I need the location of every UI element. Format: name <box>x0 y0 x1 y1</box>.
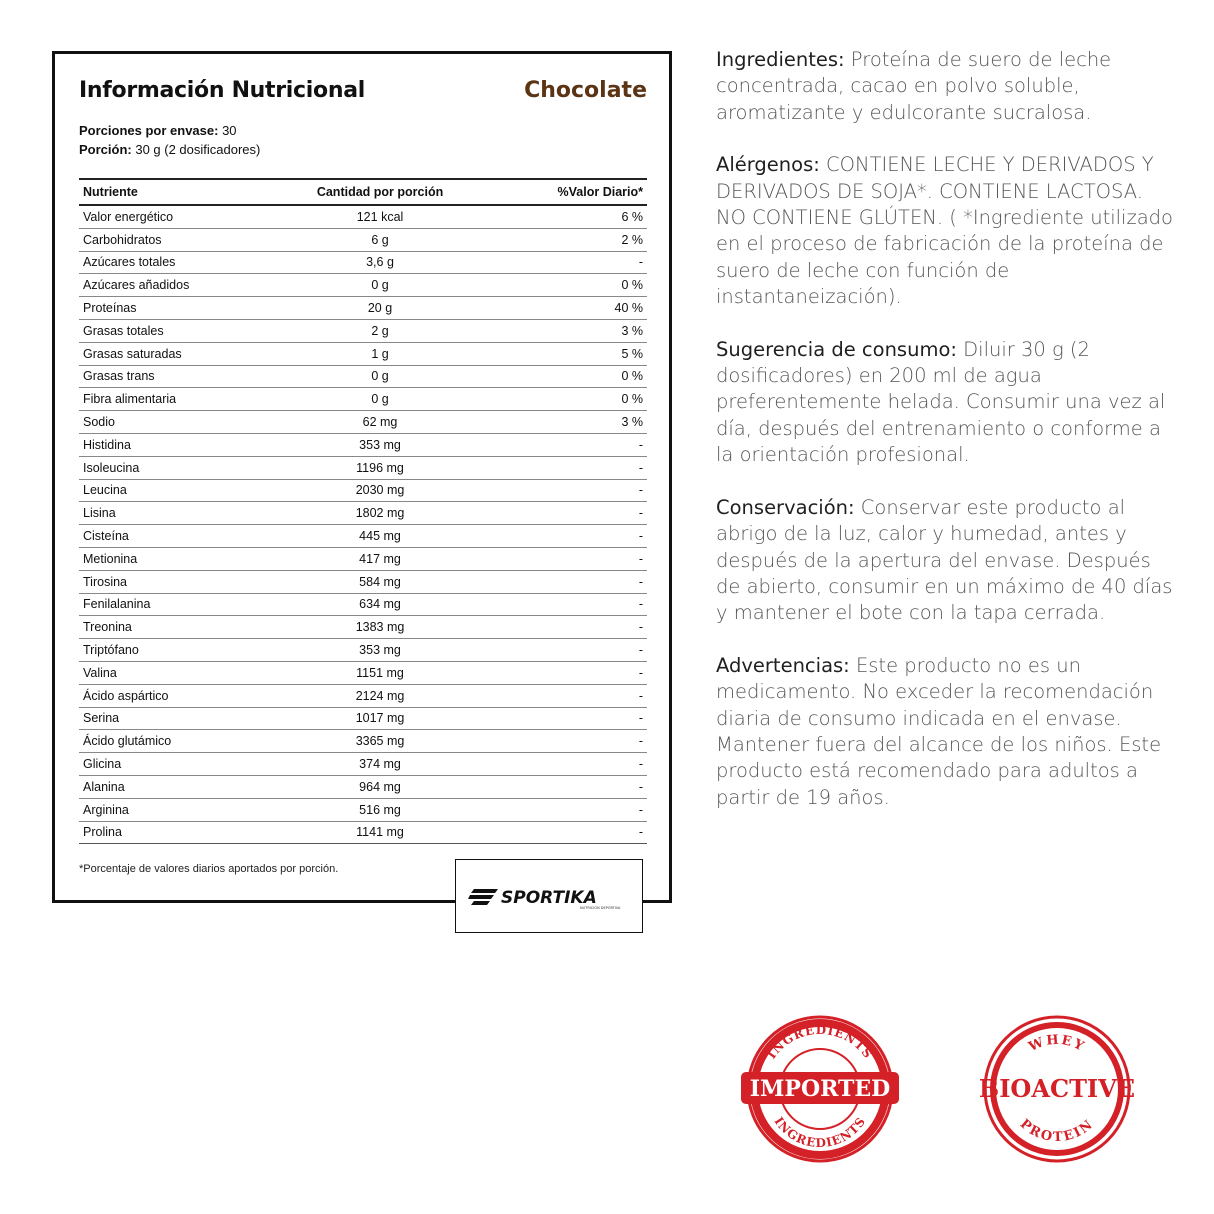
cell-daily-value: 0 % <box>477 365 647 388</box>
table-row <box>79 547 647 570</box>
cell-amount: 634 mg <box>283 593 476 616</box>
nutrition-panel <box>52 51 672 903</box>
cell-amount: 0 g <box>283 388 476 411</box>
table-row <box>79 342 647 365</box>
info-ingredients-text: Proteína de suero de leche concentrada, cacao en polvo soluble, aromatizante y edulcorante sucralosa. <box>716 48 1112 124</box>
cell-nutrient: Triptófano <box>79 639 283 662</box>
table-row <box>79 684 647 707</box>
table-row <box>79 297 647 320</box>
cell-daily-value: 3 % <box>477 411 647 434</box>
cell-amount: 0 g <box>283 365 476 388</box>
table-row <box>79 205 647 228</box>
table-row <box>79 616 647 639</box>
table-row <box>79 228 647 251</box>
cell-nutrient: Prolina <box>79 821 283 844</box>
cell-nutrient: Carbohidratos <box>79 228 283 251</box>
info-storage-text: Conservar este producto al abrigo de la luz, calor y humedad, antes y después de la apertura del envase. Después de abierto, consumir en un máximo de 40 días y mantener el bote con la tapa cerrada. <box>716 495 1173 625</box>
cell-daily-value: 0 % <box>477 274 647 297</box>
cell-nutrient: Valor energético <box>79 205 283 228</box>
servings-label: Porciones por envase: <box>79 123 219 138</box>
cell-nutrient: Ácido aspártico <box>79 684 283 707</box>
product-info <box>716 47 1176 837</box>
cell-nutrient: Valina <box>79 661 283 684</box>
cell-amount: 353 mg <box>283 639 476 662</box>
cell-daily-value: - <box>477 798 647 821</box>
cell-amount: 1151 mg <box>283 661 476 684</box>
cell-amount: 516 mg <box>283 798 476 821</box>
cell-amount: 584 mg <box>283 570 476 593</box>
cell-nutrient: Azúcares totales <box>79 251 283 274</box>
cell-daily-value: - <box>477 502 647 525</box>
cell-amount: 2124 mg <box>283 684 476 707</box>
table-row <box>79 319 647 342</box>
cell-daily-value: - <box>477 456 647 479</box>
cell-amount: 2030 mg <box>283 479 476 502</box>
cell-amount: 2 g <box>283 319 476 342</box>
table-row <box>79 456 647 479</box>
cell-nutrient: Leucina <box>79 479 283 502</box>
flavor-label: Chocolate <box>524 78 647 103</box>
cell-amount: 62 mg <box>283 411 476 434</box>
cell-daily-value: - <box>477 775 647 798</box>
cell-daily-value: - <box>477 547 647 570</box>
servings-line <box>79 123 237 138</box>
cell-amount: 1196 mg <box>283 456 476 479</box>
cell-daily-value: - <box>477 251 647 274</box>
cell-nutrient: Fenilalanina <box>79 593 283 616</box>
cell-daily-value: - <box>477 707 647 730</box>
cell-nutrient: Alanina <box>79 775 283 798</box>
cell-nutrient: Isoleucina <box>79 456 283 479</box>
whey-bioactive-badge <box>972 1014 1142 1164</box>
info-usage-text: Diluir 30 g (2 dosificadores) en 200 ml de agua preferentemente helada. Consumir una vez al día, después del entrenamiento o conforme a la orientación profesional. <box>716 337 1166 467</box>
cell-daily-value: - <box>477 730 647 753</box>
cell-daily-value: - <box>477 593 647 616</box>
cell-daily-value: - <box>477 639 647 662</box>
info-usage-label: Sugerencia de consumo: <box>716 337 957 361</box>
info-allergens-label: Alérgenos: <box>716 153 820 177</box>
cell-nutrient: Treonina <box>79 616 283 639</box>
info-warnings <box>716 653 1176 811</box>
cell-daily-value: - <box>477 433 647 456</box>
imported-badge-top-text: INGREDIENTS <box>764 1022 876 1062</box>
cell-daily-value: - <box>477 570 647 593</box>
cell-nutrient: Cisteína <box>79 525 283 548</box>
table-row <box>79 593 647 616</box>
table-row <box>79 274 647 297</box>
cell-amount: 3365 mg <box>283 730 476 753</box>
portion-line <box>79 142 260 157</box>
cell-daily-value: - <box>477 753 647 776</box>
portion-label: Porción: <box>79 142 132 157</box>
cell-nutrient: Metionina <box>79 547 283 570</box>
cell-nutrient: Glicina <box>79 753 283 776</box>
cell-nutrient: Grasas trans <box>79 365 283 388</box>
bioactive-badge-main-text: BIOACTIVE <box>978 1074 1136 1103</box>
table-row <box>79 479 647 502</box>
brand-logo-box <box>455 859 643 933</box>
cell-amount: 3,6 g <box>283 251 476 274</box>
table-row <box>79 502 647 525</box>
cell-amount: 417 mg <box>283 547 476 570</box>
cell-nutrient: Grasas saturadas <box>79 342 283 365</box>
table-row <box>79 251 647 274</box>
cell-nutrient: Arginina <box>79 798 283 821</box>
cell-nutrient: Histidina <box>79 433 283 456</box>
table-row <box>79 798 647 821</box>
bioactive-badge-bottom-text: PROTEIN <box>1016 1116 1098 1146</box>
cell-daily-value: 40 % <box>477 297 647 320</box>
table-row <box>79 411 647 434</box>
column-header-nutrient: Nutriente <box>79 179 283 205</box>
cell-nutrient: Grasas totales <box>79 319 283 342</box>
cell-amount: 353 mg <box>283 433 476 456</box>
info-storage <box>716 495 1176 627</box>
logo-tagline-text: NUTRICIÓN DEPORTIVA <box>580 906 621 910</box>
cell-daily-value: 3 % <box>477 319 647 342</box>
info-ingredients <box>716 47 1176 126</box>
cell-amount: 0 g <box>283 274 476 297</box>
cell-amount: 20 g <box>283 297 476 320</box>
cell-daily-value: 5 % <box>477 342 647 365</box>
table-body <box>79 205 647 844</box>
cell-nutrient: Serina <box>79 707 283 730</box>
cell-nutrient: Fibra alimentaria <box>79 388 283 411</box>
cell-daily-value: - <box>477 661 647 684</box>
imported-badge-bottom-text: INGREDIENTS <box>771 1114 869 1151</box>
info-allergens-text: CONTIENE LECHE Y DERIVADOS Y DERIVADOS DE SOJA*. CONTIENE LACTOSA. NO CONTIENE GLÚTEN. ( *Ingrediente utilizado en el proceso de fabricación de la proteína de suero de leche con función de instantaneización). <box>716 153 1173 309</box>
cell-amount: 1802 mg <box>283 502 476 525</box>
column-header-daily-value: %Valor Diario* <box>477 179 647 205</box>
cell-nutrient: Sodio <box>79 411 283 434</box>
table-row <box>79 730 647 753</box>
table-row <box>79 753 647 776</box>
cell-amount: 1017 mg <box>283 707 476 730</box>
bioactive-badge-top-text: WHEY <box>1026 1032 1088 1056</box>
table-row <box>79 775 647 798</box>
table-header-row <box>79 179 647 205</box>
cell-daily-value: - <box>477 684 647 707</box>
cell-amount: 374 mg <box>283 753 476 776</box>
cell-amount: 121 kcal <box>283 205 476 228</box>
cell-amount: 1383 mg <box>283 616 476 639</box>
cell-nutrient: Proteínas <box>79 297 283 320</box>
info-allergens <box>716 152 1176 310</box>
column-header-amount: Cantidad por porción <box>283 179 476 205</box>
table-row <box>79 707 647 730</box>
cell-nutrient: Ácido glutámico <box>79 730 283 753</box>
info-storage-label: Conservación: <box>716 495 855 519</box>
table-row <box>79 821 647 844</box>
cell-amount: 6 g <box>283 228 476 251</box>
cell-amount: 445 mg <box>283 525 476 548</box>
cell-daily-value: 2 % <box>477 228 647 251</box>
table-row <box>79 570 647 593</box>
cell-daily-value: - <box>477 616 647 639</box>
table-row <box>79 661 647 684</box>
cell-daily-value: - <box>477 479 647 502</box>
table-row <box>79 639 647 662</box>
cell-daily-value: - <box>477 821 647 844</box>
nutrition-table <box>79 178 647 844</box>
cell-daily-value: 0 % <box>477 388 647 411</box>
cell-nutrient: Lisina <box>79 502 283 525</box>
table-row <box>79 365 647 388</box>
cell-amount: 1 g <box>283 342 476 365</box>
imported-ingredients-badge <box>735 1014 905 1164</box>
info-warnings-label: Advertencias: <box>716 653 850 677</box>
cell-nutrient: Azúcares añadidos <box>79 274 283 297</box>
table-row <box>79 525 647 548</box>
info-ingredients-label: Ingredientes: <box>716 48 845 71</box>
servings-value: 30 <box>218 123 237 138</box>
footnote: *Porcentaje de valores diarios aportados por porción. <box>79 863 339 875</box>
portion-value: 30 g (2 dosificadores) <box>131 142 261 157</box>
info-usage <box>716 337 1176 469</box>
table-row <box>79 388 647 411</box>
cell-nutrient: Tirosina <box>79 570 283 593</box>
table-row <box>79 433 647 456</box>
cell-daily-value: 6 % <box>477 205 647 228</box>
cell-amount: 1141 mg <box>283 821 476 844</box>
panel-title: Información Nutricional <box>79 78 365 103</box>
logo-brand-text: SPORTIKA <box>501 888 597 908</box>
sportika-logo <box>468 882 634 912</box>
imported-badge-main-text: IMPORTED <box>749 1076 891 1102</box>
info-warnings-text: Este producto no es un medicamento. No exceder la recomendación diaria de consumo indicada en el envase. Mantener fuera del alcance de los niños. Este producto está recomendado para adultos a partir de 19 años. <box>716 653 1162 809</box>
cell-amount: 964 mg <box>283 775 476 798</box>
cell-daily-value: - <box>477 525 647 548</box>
